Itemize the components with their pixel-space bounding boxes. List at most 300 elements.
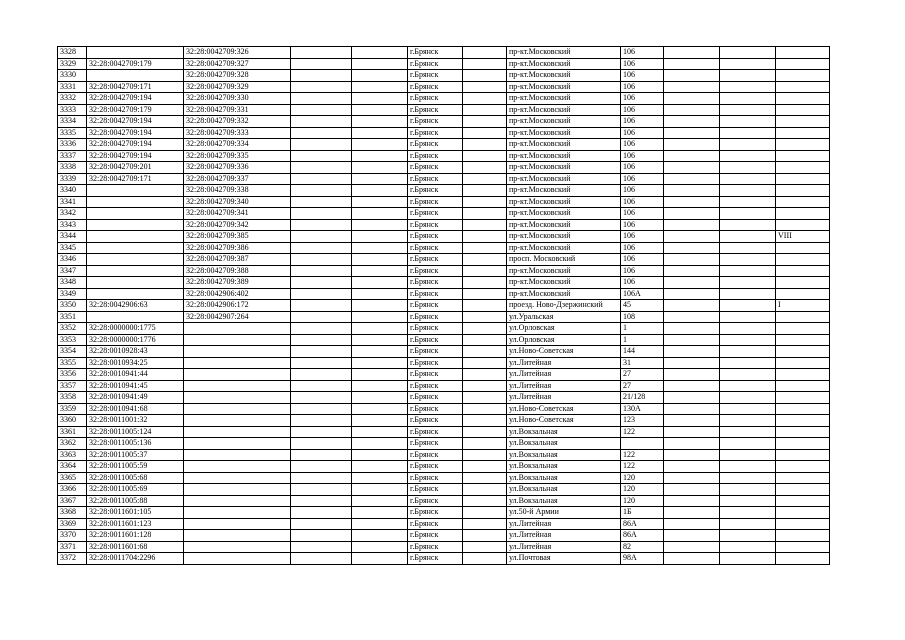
cell-col-7 — [463, 93, 507, 105]
cell-col-4 — [291, 541, 352, 553]
cell-house-number: 106 — [621, 47, 664, 59]
cell-row-number: 3359 — [58, 403, 87, 415]
cell-note — [776, 81, 830, 93]
cell-col-4 — [291, 369, 352, 381]
cell-house-number: 86А — [621, 530, 664, 542]
cell-cadastral-number: 32:28:0011601:68 — [87, 541, 184, 553]
cell-col-11 — [720, 208, 776, 220]
cell-col-11 — [720, 231, 776, 243]
cell-col-10 — [664, 219, 720, 231]
cell-cadastral-number: 32:28:0011005:136 — [87, 438, 184, 450]
cell-col-4 — [291, 127, 352, 139]
cell-col-4 — [291, 518, 352, 530]
cell-cadastral-number: 32:28:0042709:194 — [87, 139, 184, 151]
cell-cadastral-number: 32:28:0042709:171 — [87, 173, 184, 185]
cell-col-4 — [291, 507, 352, 519]
cell-col-11 — [720, 93, 776, 105]
cell-col-10 — [664, 346, 720, 358]
cell-col-4 — [291, 219, 352, 231]
cell-row-number: 3365 — [58, 472, 87, 484]
cell-col-11 — [720, 472, 776, 484]
cell-cadastral-number — [87, 288, 184, 300]
cell-col-4 — [291, 116, 352, 128]
cell-street: пр-кт.Московский — [507, 81, 621, 93]
cell-city: г.Брянск — [408, 196, 463, 208]
cell-note — [776, 208, 830, 220]
cell-street: ул.Ново-Советская — [507, 415, 621, 427]
cell-street: пр-кт.Московский — [507, 288, 621, 300]
cell-house-number: 108 — [621, 311, 664, 323]
cell-note — [776, 518, 830, 530]
cell-street: ул.Литейная — [507, 541, 621, 553]
cell-city: г.Брянск — [408, 311, 463, 323]
table-row — [58, 58, 830, 70]
cell-col-7 — [463, 196, 507, 208]
cell-cadastral-number: 32:28:0000000:1776 — [87, 334, 184, 346]
cell-col-7 — [463, 392, 507, 404]
cell-street: ул.Орловская — [507, 334, 621, 346]
cell-row-number: 3351 — [58, 311, 87, 323]
cell-col-7 — [463, 472, 507, 484]
cell-sub-cadastral-number: 32:28:0042709:336 — [184, 162, 291, 174]
cell-house-number: 122 — [621, 449, 664, 461]
cell-col-4 — [291, 484, 352, 496]
cell-note — [776, 219, 830, 231]
cell-row-number: 3338 — [58, 162, 87, 174]
cell-col-7 — [463, 81, 507, 93]
cell-city: г.Брянск — [408, 495, 463, 507]
cell-city: г.Брянск — [408, 219, 463, 231]
cell-note — [776, 392, 830, 404]
cell-col-5 — [352, 346, 408, 358]
cell-sub-cadastral-number: 32:28:0042709:332 — [184, 116, 291, 128]
cell-city: г.Брянск — [408, 208, 463, 220]
cell-col-10 — [664, 104, 720, 116]
cell-note — [776, 162, 830, 174]
cell-note — [776, 116, 830, 128]
cell-col-10 — [664, 231, 720, 243]
cell-house-number: 122 — [621, 426, 664, 438]
cell-col-5 — [352, 472, 408, 484]
cell-house-number: 106 — [621, 254, 664, 266]
cell-col-5 — [352, 380, 408, 392]
cell-col-11 — [720, 530, 776, 542]
cell-cadastral-number — [87, 208, 184, 220]
cell-col-5 — [352, 541, 408, 553]
cell-col-4 — [291, 403, 352, 415]
cell-col-10 — [664, 518, 720, 530]
cell-cadastral-number: 32:28:0000000:1775 — [87, 323, 184, 335]
cell-street: ул.Вокзальная — [507, 426, 621, 438]
cell-col-11 — [720, 541, 776, 553]
cell-col-11 — [720, 58, 776, 70]
cell-col-10 — [664, 553, 720, 565]
cell-house-number: 106 — [621, 242, 664, 254]
cell-col-4 — [291, 357, 352, 369]
cell-city: г.Брянск — [408, 449, 463, 461]
cell-street: пр-кт.Московский — [507, 219, 621, 231]
table-row — [58, 127, 830, 139]
cell-col-5 — [352, 70, 408, 82]
cell-street: пр-кт.Московский — [507, 127, 621, 139]
cell-note — [776, 93, 830, 105]
cell-house-number: 106 — [621, 219, 664, 231]
cell-col-4 — [291, 208, 352, 220]
cell-city: г.Брянск — [408, 93, 463, 105]
cell-cadastral-number — [87, 311, 184, 323]
cell-sub-cadastral-number — [184, 484, 291, 496]
cell-cadastral-number — [87, 196, 184, 208]
cell-col-7 — [463, 518, 507, 530]
cell-col-4 — [291, 300, 352, 312]
cell-sub-cadastral-number: 32:28:0042709:326 — [184, 47, 291, 59]
cell-sub-cadastral-number — [184, 426, 291, 438]
cell-col-7 — [463, 219, 507, 231]
cell-sub-cadastral-number — [184, 346, 291, 358]
table-row — [58, 380, 830, 392]
cell-street: пр-кт.Московский — [507, 58, 621, 70]
cell-city: г.Брянск — [408, 507, 463, 519]
cell-col-11 — [720, 426, 776, 438]
cell-col-5 — [352, 81, 408, 93]
cell-row-number: 3353 — [58, 334, 87, 346]
cell-note — [776, 346, 830, 358]
cell-col-7 — [463, 162, 507, 174]
cell-cadastral-number: 32:28:0042709:179 — [87, 58, 184, 70]
cell-sub-cadastral-number — [184, 323, 291, 335]
cell-cadastral-number: 32:28:0010934:25 — [87, 357, 184, 369]
cell-city: г.Брянск — [408, 426, 463, 438]
cell-col-11 — [720, 311, 776, 323]
cell-col-7 — [463, 357, 507, 369]
cell-city: г.Брянск — [408, 346, 463, 358]
cell-street: пр-кт.Московский — [507, 47, 621, 59]
cell-row-number: 3350 — [58, 300, 87, 312]
cell-row-number: 3363 — [58, 449, 87, 461]
cell-note — [776, 334, 830, 346]
cell-house-number: 106 — [621, 196, 664, 208]
table-row — [58, 173, 830, 185]
cell-city: г.Брянск — [408, 484, 463, 496]
cell-sub-cadastral-number: 32:28:0042709:341 — [184, 208, 291, 220]
cell-cadastral-number: 32:28:0010941:45 — [87, 380, 184, 392]
cell-col-10 — [664, 357, 720, 369]
cell-sub-cadastral-number — [184, 380, 291, 392]
cell-note — [776, 47, 830, 59]
cell-col-4 — [291, 47, 352, 59]
cell-col-5 — [352, 208, 408, 220]
cell-col-11 — [720, 392, 776, 404]
cell-col-10 — [664, 127, 720, 139]
cell-row-number: 3362 — [58, 438, 87, 450]
cell-col-4 — [291, 415, 352, 427]
table-row — [58, 346, 830, 358]
cell-row-number: 3340 — [58, 185, 87, 197]
cell-col-4 — [291, 173, 352, 185]
cell-col-4 — [291, 277, 352, 289]
cell-col-7 — [463, 300, 507, 312]
cell-city: г.Брянск — [408, 323, 463, 335]
cell-row-number: 3360 — [58, 415, 87, 427]
cell-col-5 — [352, 484, 408, 496]
cell-col-11 — [720, 254, 776, 266]
cell-city: г.Брянск — [408, 231, 463, 243]
cell-note — [776, 70, 830, 82]
cell-cadastral-number: 32:28:0010941:49 — [87, 392, 184, 404]
cell-col-5 — [352, 323, 408, 335]
cell-col-7 — [463, 288, 507, 300]
cell-col-10 — [664, 484, 720, 496]
cell-col-7 — [463, 438, 507, 450]
cell-city: г.Брянск — [408, 277, 463, 289]
table-row — [58, 507, 830, 519]
cell-row-number: 3332 — [58, 93, 87, 105]
cell-city: г.Брянск — [408, 300, 463, 312]
cell-street: ул.Вокзальная — [507, 495, 621, 507]
cell-sub-cadastral-number: 32:28:0042709:331 — [184, 104, 291, 116]
cell-house-number: 82 — [621, 541, 664, 553]
cell-note — [776, 311, 830, 323]
cell-col-5 — [352, 369, 408, 381]
table-row — [58, 369, 830, 381]
table-row — [58, 311, 830, 323]
cell-col-5 — [352, 104, 408, 116]
cell-house-number: 106 — [621, 104, 664, 116]
cell-street: ул.50-й Армии — [507, 507, 621, 519]
cell-col-4 — [291, 334, 352, 346]
table-body — [58, 47, 830, 565]
cell-street: ул.Почтовая — [507, 553, 621, 565]
cell-note — [776, 495, 830, 507]
cell-col-5 — [352, 495, 408, 507]
cell-col-4 — [291, 449, 352, 461]
cell-note — [776, 484, 830, 496]
table-row — [58, 553, 830, 565]
cell-sub-cadastral-number — [184, 369, 291, 381]
table-row — [58, 208, 830, 220]
cell-city: г.Брянск — [408, 58, 463, 70]
table-row — [58, 403, 830, 415]
cell-col-4 — [291, 530, 352, 542]
cell-city: г.Брянск — [408, 162, 463, 174]
cell-col-11 — [720, 242, 776, 254]
cell-note — [776, 104, 830, 116]
cell-col-4 — [291, 231, 352, 243]
cell-col-10 — [664, 208, 720, 220]
cell-sub-cadastral-number: 32:28:0042709:329 — [184, 81, 291, 93]
cell-sub-cadastral-number — [184, 415, 291, 427]
cell-col-10 — [664, 300, 720, 312]
table-row — [58, 196, 830, 208]
cell-col-5 — [352, 93, 408, 105]
cell-col-4 — [291, 438, 352, 450]
cell-col-11 — [720, 162, 776, 174]
cell-city: г.Брянск — [408, 254, 463, 266]
cell-col-5 — [352, 47, 408, 59]
cell-cadastral-number — [87, 265, 184, 277]
cell-city: г.Брянск — [408, 518, 463, 530]
cell-cadastral-number: 32:28:0042709:194 — [87, 93, 184, 105]
cell-col-11 — [720, 150, 776, 162]
cell-sub-cadastral-number: 32:28:0042709:334 — [184, 139, 291, 151]
cell-col-10 — [664, 93, 720, 105]
cell-col-10 — [664, 47, 720, 59]
cell-note — [776, 127, 830, 139]
cell-city: г.Брянск — [408, 438, 463, 450]
cell-note — [776, 380, 830, 392]
cell-col-5 — [352, 357, 408, 369]
cell-street: пр-кт.Московский — [507, 93, 621, 105]
cell-row-number: 3336 — [58, 139, 87, 151]
cell-row-number: 3331 — [58, 81, 87, 93]
cell-col-11 — [720, 173, 776, 185]
cell-cadastral-number — [87, 70, 184, 82]
cell-col-10 — [664, 254, 720, 266]
cell-col-10 — [664, 334, 720, 346]
cell-col-5 — [352, 139, 408, 151]
table-row — [58, 47, 830, 59]
cell-note — [776, 438, 830, 450]
cell-col-4 — [291, 472, 352, 484]
cell-col-10 — [664, 288, 720, 300]
cell-cadastral-number: 32:28:0011005:68 — [87, 472, 184, 484]
cell-city: г.Брянск — [408, 116, 463, 128]
cell-note — [776, 461, 830, 473]
cell-cadastral-number: 32:28:0011005:124 — [87, 426, 184, 438]
cell-city: г.Брянск — [408, 461, 463, 473]
cell-house-number: 120 — [621, 472, 664, 484]
table-row — [58, 484, 830, 496]
cell-house-number: 144 — [621, 346, 664, 358]
cell-col-10 — [664, 507, 720, 519]
cell-col-5 — [352, 242, 408, 254]
cell-row-number: 3370 — [58, 530, 87, 542]
cell-col-4 — [291, 254, 352, 266]
cell-col-11 — [720, 380, 776, 392]
cell-cadastral-number — [87, 219, 184, 231]
cell-col-5 — [352, 426, 408, 438]
cell-sub-cadastral-number: 32:28:0042709:342 — [184, 219, 291, 231]
cell-col-4 — [291, 104, 352, 116]
cell-col-5 — [352, 196, 408, 208]
cell-cadastral-number — [87, 254, 184, 266]
table-row — [58, 81, 830, 93]
cell-street: ул.Вокзальная — [507, 472, 621, 484]
cell-street: пр-кт.Московский — [507, 150, 621, 162]
cell-cadastral-number: 32:28:0042709:194 — [87, 127, 184, 139]
cell-city: г.Брянск — [408, 403, 463, 415]
cell-house-number: 106 — [621, 93, 664, 105]
table-row — [58, 185, 830, 197]
table-row — [58, 357, 830, 369]
cell-col-4 — [291, 553, 352, 565]
cell-street: пр-кт.Московский — [507, 242, 621, 254]
table-row — [58, 254, 830, 266]
cell-col-7 — [463, 495, 507, 507]
cell-house-number: 120 — [621, 495, 664, 507]
cell-city: г.Брянск — [408, 472, 463, 484]
cell-col-7 — [463, 553, 507, 565]
cell-city: г.Брянск — [408, 150, 463, 162]
cell-row-number: 3344 — [58, 231, 87, 243]
cell-col-11 — [720, 277, 776, 289]
cell-street: пр-кт.Московский — [507, 208, 621, 220]
cell-col-7 — [463, 541, 507, 553]
cell-street: ул.Литейная — [507, 369, 621, 381]
cell-col-7 — [463, 58, 507, 70]
cell-col-4 — [291, 70, 352, 82]
table-row — [58, 426, 830, 438]
cell-sub-cadastral-number — [184, 357, 291, 369]
cell-cadastral-number: 32:28:0011001:32 — [87, 415, 184, 427]
table-row — [58, 231, 830, 243]
cell-sub-cadastral-number — [184, 403, 291, 415]
cell-street: ул.Вокзальная — [507, 484, 621, 496]
property-register-table — [57, 46, 830, 565]
cell-col-11 — [720, 415, 776, 427]
cell-note — [776, 254, 830, 266]
cell-street: ул.Литейная — [507, 357, 621, 369]
cell-col-7 — [463, 426, 507, 438]
cell-col-4 — [291, 265, 352, 277]
cell-sub-cadastral-number: 32:28:0042709:337 — [184, 173, 291, 185]
cell-col-11 — [720, 300, 776, 312]
cell-col-4 — [291, 93, 352, 105]
table-row — [58, 70, 830, 82]
cell-col-7 — [463, 47, 507, 59]
cell-row-number: 3366 — [58, 484, 87, 496]
cell-house-number: 106 — [621, 58, 664, 70]
cell-col-4 — [291, 242, 352, 254]
table-row — [58, 104, 830, 116]
table-row — [58, 323, 830, 335]
cell-sub-cadastral-number: 32:28:0042709:385 — [184, 231, 291, 243]
table-row — [58, 139, 830, 151]
cell-col-10 — [664, 403, 720, 415]
cell-street: ул.Литейная — [507, 518, 621, 530]
cell-sub-cadastral-number: 32:28:0042709:330 — [184, 93, 291, 105]
cell-col-11 — [720, 219, 776, 231]
cell-house-number: 106 — [621, 231, 664, 243]
cell-col-4 — [291, 461, 352, 473]
cell-row-number: 3354 — [58, 346, 87, 358]
cell-col-7 — [463, 70, 507, 82]
cell-col-7 — [463, 530, 507, 542]
cell-house-number: 106 — [621, 139, 664, 151]
cell-col-4 — [291, 81, 352, 93]
cell-house-number: 1Б — [621, 507, 664, 519]
cell-city: г.Брянск — [408, 392, 463, 404]
cell-cadastral-number — [87, 231, 184, 243]
cell-col-11 — [720, 127, 776, 139]
cell-sub-cadastral-number — [184, 541, 291, 553]
cell-street: пр-кт.Московский — [507, 173, 621, 185]
cell-house-number: 27 — [621, 380, 664, 392]
cell-col-11 — [720, 116, 776, 128]
cell-street: пр-кт.Московский — [507, 185, 621, 197]
cell-col-4 — [291, 162, 352, 174]
cell-col-10 — [664, 265, 720, 277]
cell-city: г.Брянск — [408, 288, 463, 300]
cell-cadastral-number — [87, 185, 184, 197]
cell-col-10 — [664, 392, 720, 404]
cell-note — [776, 472, 830, 484]
cell-col-7 — [463, 116, 507, 128]
cell-city: г.Брянск — [408, 173, 463, 185]
cell-col-7 — [463, 265, 507, 277]
cell-house-number: 106 — [621, 81, 664, 93]
cell-col-11 — [720, 196, 776, 208]
